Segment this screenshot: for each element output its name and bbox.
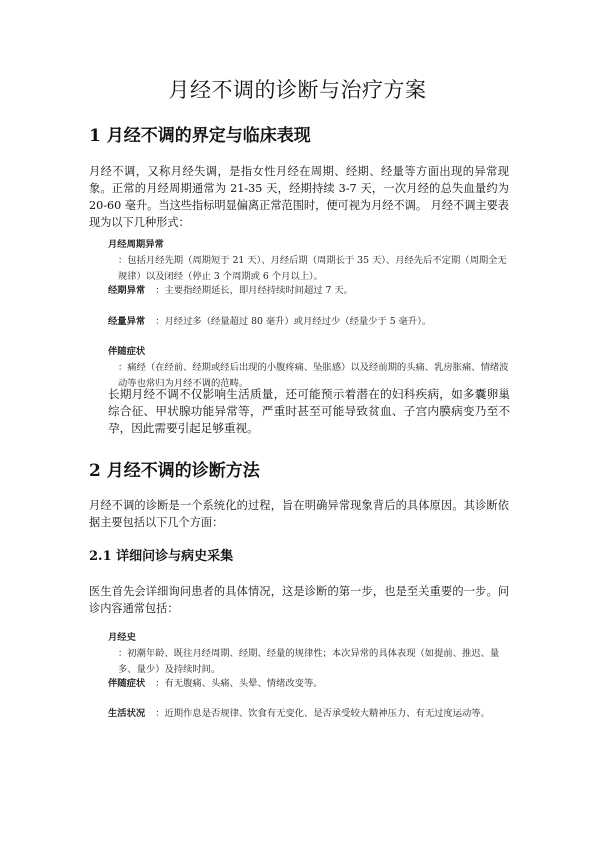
item-label: 经量异常 bbox=[108, 316, 146, 327]
list-item-volume bbox=[108, 314, 510, 330]
item-text: ：主要指经期延长，即月经持续时间超过 7 天。 bbox=[155, 285, 353, 296]
list-item-symptoms bbox=[108, 344, 510, 392]
item-label: 生活状况 bbox=[108, 708, 146, 719]
item-text: ：痛经（在经前、经期或经后出现的小腹疼痛、坠胀感）以及经前期的头痛、乳房胀痛、情绪波动等也常归为月经不调的范畴。 bbox=[118, 362, 509, 389]
section-2-heading: 2 月经不调的诊断方法 bbox=[89, 461, 260, 481]
document-title: 月经不调的诊断与治疗方案 bbox=[168, 78, 427, 102]
item-text: ：月经过多（经量超过 80 毫升）或月经过少（经量少于 5 毫升）。 bbox=[155, 316, 432, 327]
item-text: ：包括月经先期（周期短于 21 天）、月经后期（周期长于 35 天）、月经先后不定期（周期全无规律）以及闭经（停止 3 个周期或 6 个月以上）。 bbox=[118, 255, 507, 282]
item-label: 月经史 bbox=[108, 632, 136, 643]
item-label: 经期异常 bbox=[108, 285, 146, 296]
subsection-2-1-intro: 医生首先会详细询问患者的具体情况，这是诊断的第一步，也是至关重要的一步。问诊内容通常包括： bbox=[89, 585, 509, 615]
section-1-outro: 长期月经不调不仅影响生活质量，还可能预示着潜在的妇科疾病，如多囊卵巢综合征、甲状腺功能异常等，严重时甚至可能导致贫血、子宫内膜病变乃至不孕，因此需要引起足够重视。 bbox=[108, 387, 510, 435]
section-1-heading: 1 月经不调的界定与临床表现 bbox=[89, 126, 311, 146]
list-item-accompanying bbox=[108, 676, 510, 692]
list-item-cycle bbox=[108, 237, 510, 285]
item-text: ：初潮年龄、既往月经周期、经期、经量的规律性；本次异常的具体表现（如提前、推迟、量多、量少）及持续时间。 bbox=[118, 648, 500, 675]
subsection-2-1-heading: 2.1 详细问诊与病史采集 bbox=[89, 549, 234, 564]
section-2-intro: 月经不调的诊断是一个系统化的过程，旨在明确异常现象背后的具体原因。其诊断依据主要包括以下几个方面： bbox=[89, 499, 509, 529]
item-text: ：有无腹痛、头痛、头晕、情绪改变等。 bbox=[155, 678, 323, 689]
list-item-lifestyle bbox=[108, 706, 510, 722]
list-item-period bbox=[108, 283, 510, 299]
item-label: 伴随症状 bbox=[108, 346, 146, 357]
item-label: 月经周期异常 bbox=[108, 239, 164, 250]
item-label: 伴随症状 bbox=[108, 678, 146, 689]
section-1-intro: 月经不调，又称月经失调，是指女性月经在周期、经期、经量等方面出现的异常现象。正常的月经周期通常为 21-35 天，经期持续 3-7 天，一次月经的总失血量约为 20-60 毫升。当这些指标明显偏离正常范围时，便可视为月经不调。 月经不调主要表现为以下几种形式： bbox=[89, 165, 509, 229]
list-item-history bbox=[108, 630, 510, 678]
item-text: ：近期作息是否规律、饮食有无变化、是否承受较大精神压力、有无过度运动等。 bbox=[155, 708, 490, 719]
